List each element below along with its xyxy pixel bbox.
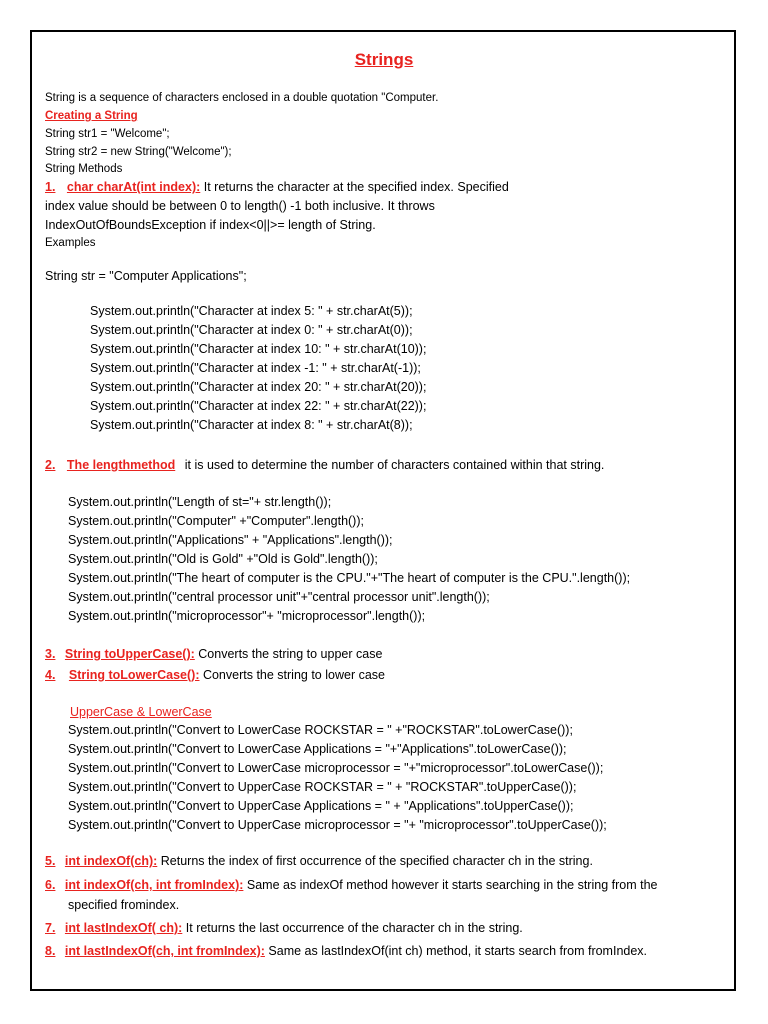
method-4 xyxy=(45,667,385,683)
method-desc: Returns the index of first occurrence of the specified character ch in the string. xyxy=(157,854,593,868)
string-declaration: String str = "Computer Applications"; xyxy=(45,269,247,283)
method-7 xyxy=(45,920,523,936)
method-desc: It returns the character at the specified index. Specified xyxy=(200,180,509,194)
code-line: System.out.println("Applications" + "Applications".length()); xyxy=(68,533,393,547)
code-line: System.out.println("Convert to LowerCase ROCKSTAR = " +"ROCKSTAR".toLowerCase()); xyxy=(68,723,573,737)
intro-text: String is a sequence of characters enclosed in a double quotation "Computer. xyxy=(45,92,439,104)
code-line: System.out.println("Convert to LowerCase Applications = "+"Applications".toLowerCase()); xyxy=(68,742,567,756)
case-heading: UpperCase & LowerCase xyxy=(70,705,212,719)
method-desc: Same as lastIndexOf(int ch) method, it starts search from fromIndex. xyxy=(264,944,648,958)
code-line: System.out.println("Character at index 0: " + str.charAt(0)); xyxy=(90,323,413,337)
creating-line: String str2 = new String("Welcome"); xyxy=(45,146,232,158)
code-line: System.out.println("Convert to UpperCase Applications = " + "Applications".toUpperCase()); xyxy=(68,799,574,813)
code-line: System.out.println("Length of st="+ str.length()); xyxy=(68,495,332,509)
method-1-desc-3: IndexOutOfBoundsException if index<0||>= length of String. xyxy=(45,218,376,232)
creating-heading: Creating a String xyxy=(45,110,138,122)
method-name: char charAt(int index): xyxy=(66,180,201,194)
method-desc: Same as indexOf method however it starts searching in the string from the xyxy=(243,878,658,892)
code-line: System.out.println("Convert to UpperCase ROCKSTAR = " + "ROCKSTAR".toUpperCase()); xyxy=(68,780,577,794)
method-3 xyxy=(45,646,382,662)
method-name: int indexOf(ch, int fromIndex): xyxy=(64,878,244,892)
code-line: System.out.println("Computer" +"Computer".length()); xyxy=(68,514,364,528)
code-line: System.out.println("Character at index 20: " + str.charAt(20)); xyxy=(90,380,427,394)
code-line: System.out.println("Character at index 5: " + str.charAt(5)); xyxy=(90,304,413,318)
method-1 xyxy=(45,179,509,195)
code-line: System.out.println("The heart of computer is the CPU."+"The heart of computer is the CPU.".length()); xyxy=(68,571,631,585)
page-title: Strings xyxy=(354,50,414,69)
creating-line: String Methods xyxy=(45,163,123,175)
code-line: System.out.println("Character at index -1: " + str.charAt(-1)); xyxy=(90,361,421,375)
method-5 xyxy=(45,853,593,869)
method-number: 6. xyxy=(45,878,56,892)
method-6-desc-2: specified fromindex. xyxy=(68,898,180,912)
code-line: System.out.println("Character at index 22: " + str.charAt(22)); xyxy=(90,399,427,413)
method-number: 3. xyxy=(45,647,56,661)
method-desc: Converts the string to lower case xyxy=(199,668,385,682)
code-line: System.out.println("microprocessor"+ "microprocessor".length()); xyxy=(68,609,426,623)
method-number: 8. xyxy=(45,944,56,958)
method-name: int indexOf(ch): xyxy=(64,854,158,868)
method-number: 5. xyxy=(45,854,56,868)
method-number: 2. xyxy=(45,458,56,472)
method-desc: Converts the string to upper case xyxy=(194,647,383,661)
method-name: int lastIndexOf( ch): xyxy=(64,921,183,935)
code-line: System.out.println("central processor unit"+"central processor unit".length()); xyxy=(68,590,490,604)
method-number: 7. xyxy=(45,921,56,935)
code-line: System.out.println("Old is Gold" +"Old is Gold".length()); xyxy=(68,552,378,566)
method-name: The lengthmethod xyxy=(66,458,176,472)
method-name: int lastIndexOf(ch, int fromIndex): xyxy=(64,944,265,958)
page-border xyxy=(30,30,736,991)
code-line: System.out.println("Convert to UpperCase microprocessor = "+ "microprocessor".toUpperCase()); xyxy=(68,818,607,832)
method-number: 1. xyxy=(45,180,56,194)
method-1-desc-2: index value should be between 0 to length() -1 both inclusive. It throws xyxy=(45,199,435,213)
code-line: System.out.println("Convert to LowerCase microprocessor = "+"microprocessor".toLowerCase()); xyxy=(68,761,604,775)
examples-label: Examples xyxy=(45,237,96,249)
creating-line: String str1 = "Welcome"; xyxy=(45,128,170,140)
method-6 xyxy=(45,877,657,893)
method-number: 4. xyxy=(45,668,56,682)
method-2 xyxy=(45,457,604,473)
code-line: System.out.println("Character at index 8: " + str.charAt(8)); xyxy=(90,418,413,432)
method-desc: It returns the last occurrence of the character ch in the string. xyxy=(182,921,523,935)
method-name: String toLowerCase(): xyxy=(68,668,200,682)
code-line: System.out.println("Character at index 10: " + str.charAt(10)); xyxy=(90,342,427,356)
method-8 xyxy=(45,943,647,959)
method-desc: it is used to determine the number of characters contained within that string. xyxy=(184,458,605,472)
method-name: String toUpperCase(): xyxy=(64,647,195,661)
